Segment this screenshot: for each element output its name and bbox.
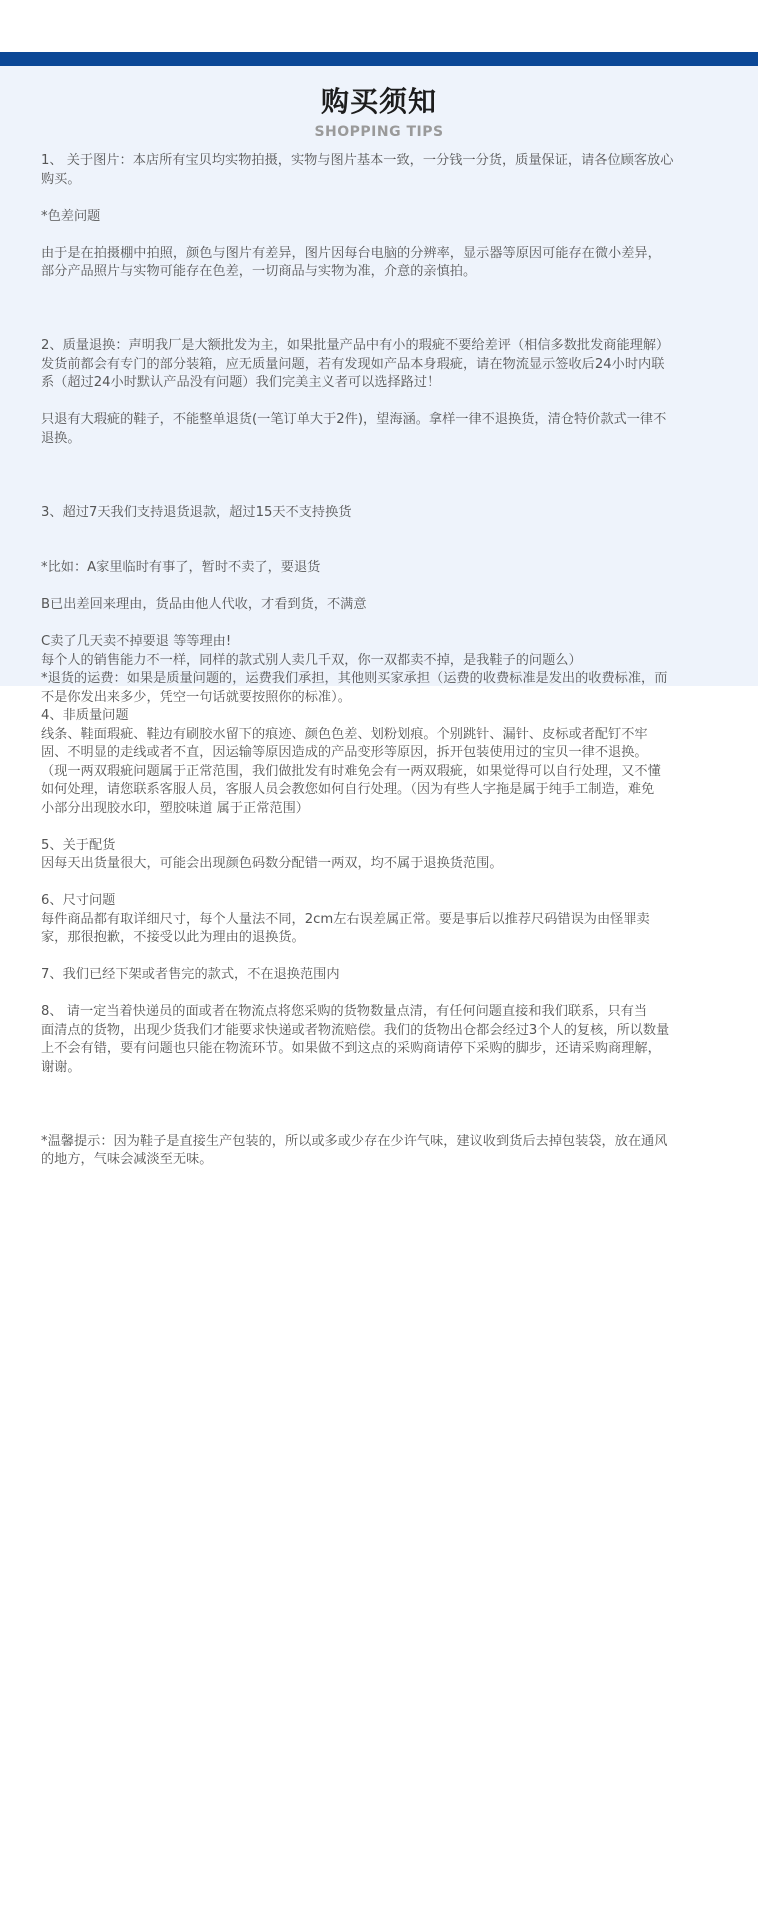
page-title: 购买须知: [320, 85, 437, 118]
text-line: 的地方，气味会减淡至无味。: [41, 1152, 213, 1167]
text-line: 1、 关于图片：本店所有宝贝均实物拍摄，实物与图片基本一致，一分钱一分货，质量保证，请各位顾客放心: [41, 153, 674, 168]
text-line: [41, 485, 731, 504]
text-line: 家，那很抱歉，不接受以此为理由的退换货。: [41, 930, 305, 945]
text-line: 只退有大瑕疵的鞋子，不能整单退货(一笔订单大于2件)，望海涵。拿样一律不退换货，清仓特价款式一律不: [41, 412, 667, 427]
text-line: [41, 448, 731, 467]
text-line: [41, 522, 731, 541]
text-line: [41, 948, 731, 967]
text-line: [41, 985, 731, 1004]
text-line: 5、关于配货: [41, 837, 116, 853]
text-line: *色差问题: [41, 208, 101, 224]
text-line: 3、超过7天我们支持退货退款，超过15天不支持换货: [41, 504, 352, 520]
text-line: *退货的运费：如果是质量问题的，运费我们承担，其他则买家承担（运费的收费标准是发出的收费标准，而: [41, 671, 668, 686]
shopping-tips-body: [41, 152, 731, 1170]
text-line: 8、 请一定当着快递员的面或者在物流点将您采购的货物数量点清，有任何问题直接和我们联系，只有当: [41, 1004, 648, 1019]
page-subtitle: SHOPPING TIPS: [314, 124, 444, 140]
text-line: [41, 1096, 731, 1115]
text-line: [41, 615, 731, 634]
text-line: 面清点的货物，出现少货我们才能要求快递或者物流赔偿。我们的货物出仓都会经过3个人的复核，所以数量: [41, 1022, 670, 1038]
text-line: 每个人的销售能力不一样，同样的款式别人卖几千双，你一双都卖不掉，是我鞋子的问题么）: [41, 652, 582, 668]
text-line: 线条、鞋面瑕疵、鞋边有刷胶水留下的痕迹、颜色色差、划粉划痕。个别跳针、漏针、皮标或者配钉不牢: [41, 726, 648, 742]
text-line: [41, 282, 731, 301]
text-line: 固、不明显的走线或者不直，因运输等原因造成的产品变形等原因，拆开包装使用过的宝贝一律不退换。: [41, 745, 648, 760]
text-line: [41, 1077, 731, 1096]
text-line: [41, 1114, 731, 1133]
text-line: [41, 226, 731, 245]
text-line: [41, 578, 731, 597]
text-line: 每件商品都有取详细尺寸，每个人量法不同，2cm左右误差属正常。要是事后以推荐尺码错误为由怪罪卖: [41, 911, 650, 927]
text-line: 系（超过24小时默认产品没有问题）我们完美主义者可以选择路过！: [41, 375, 441, 390]
text-line: 因每天出货量很大，可能会出现颜色码数分配错一两双，均不属于退换货范围。: [41, 856, 503, 871]
text-line: [41, 818, 731, 837]
text-line: [41, 541, 731, 560]
text-line: [41, 393, 731, 412]
text-line: [41, 874, 731, 893]
text-line: 由于是在拍摄棚中拍照，颜色与图片有差异，图片因每台电脑的分辨率，显示器等原因可能存在微小差异，: [41, 245, 661, 261]
text-line: 部分产品照片与实物可能存在色差，一切商品与实物为准，介意的亲慎拍。: [41, 264, 477, 279]
text-line: [41, 467, 731, 486]
text-line: [41, 189, 731, 208]
text-line: [41, 319, 731, 338]
text-line: 小部分出现胶水印，塑胶味道 属于正常范围）: [41, 800, 309, 816]
top-accent-stripe: [0, 52, 758, 66]
text-line: 如何处理，请您联系客服人员，客服人员会教您如何自行处理。（因为有些人字拖是属于纯手工制造，难免: [41, 782, 655, 797]
text-line: C卖了几天卖不掉要退 等等理由!: [41, 634, 232, 649]
text-line: 谢谢。: [41, 1059, 81, 1075]
text-line: 退换。: [41, 430, 81, 446]
text-line: *比如：A家里临时有事了，暂时不卖了，要退货: [41, 560, 321, 575]
page-header: [0, 82, 758, 142]
text-line: 4、非质量问题: [41, 708, 129, 723]
text-line: 6、尺寸问题: [41, 893, 116, 908]
text-line: 7、我们已经下架或者售完的款式，不在退换范围内: [41, 967, 340, 982]
text-line: （现一两双瑕疵问题属于正常范围，我们做批发有时难免会有一两双瑕疵，如果觉得可以自行处理，又不懂: [41, 763, 661, 779]
text-line: B已出差回来理由，货品由他人代收，才看到货，不满意: [41, 597, 367, 612]
text-line: 上不会有错，要有问题也只能在物流环节。如果做不到这点的采购商请停下采购的脚步，还请采购商理解，: [41, 1041, 661, 1056]
text-line: 购买。: [41, 171, 81, 187]
text-line: 2、质量退换：声明我厂是大额批发为主，如果批量产品中有小的瑕疵不要给差评（相信多数批发商能理解）: [41, 338, 670, 353]
text-line: 发货前都会有专门的部分装箱，应无质量问题，若有发现如产品本身瑕疵，请在物流显示签收后24小时内联: [41, 356, 665, 372]
text-line: 不是你发出来多少，凭空一句话就要按照你的标准）。: [41, 689, 351, 705]
text-line: *温馨提示：因为鞋子是直接生产包装的，所以或多或少存在少许气味，建议收到货后去掉包装袋，放在通风: [41, 1133, 668, 1149]
text-line: [41, 300, 731, 319]
